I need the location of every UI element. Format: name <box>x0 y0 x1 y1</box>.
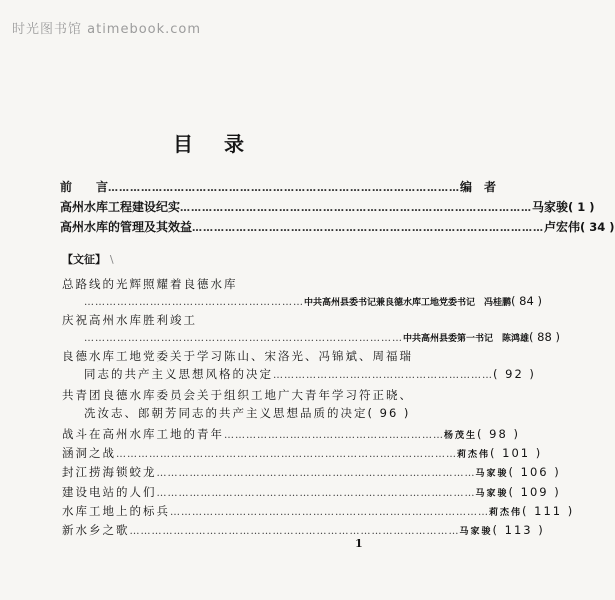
dot-leader: …………………………………………………… <box>273 370 493 381</box>
toc-entry-title[interactable]: 总路线的光辉照耀着良德水库 <box>62 277 238 291</box>
entry-author: 莉杰伟 <box>489 508 523 518</box>
dot-leader: ………………………………………………………………………………… <box>116 449 457 460</box>
page-number: 1 <box>355 537 363 550</box>
toc-entry-title[interactable]: 共青团良德水库委员会关于组织工地广大青年学习符正晓、 <box>62 388 413 402</box>
toc-entry[interactable] <box>62 484 561 502</box>
entry-title: 高州水库工程建设纪实 <box>60 200 181 214</box>
toc-entry-meta <box>84 330 560 347</box>
dot-leader: …………………………………………………… <box>84 297 304 308</box>
dot-leader: ……………………………………………………………………………… <box>129 526 460 537</box>
dot-leader: …………………………………………………………………………………… <box>108 183 461 194</box>
entry-page: ( 84 ) <box>511 294 542 308</box>
entry-page: ( 96 ) <box>367 406 411 420</box>
entry-title-cont: 同志的共产主义思想风格的决定 <box>84 367 273 381</box>
section-heading <box>62 251 114 267</box>
entry-author: 马家骏 <box>475 469 509 479</box>
entry-author: 马家骏 <box>475 489 509 499</box>
entry-author: 莉杰伟 <box>457 450 491 460</box>
entry-title: 战斗在高州水库工地的青年 <box>62 427 224 441</box>
toc-entry[interactable] <box>62 503 575 521</box>
entry-author: 中共高州县委书记兼良德水库工地党委书记 冯桂鹏 <box>304 298 512 308</box>
toc-entry-meta <box>84 366 536 384</box>
entry-title: 建设电站的人们 <box>62 485 157 499</box>
toc-entry-construction[interactable] <box>60 198 595 217</box>
entry-page: ( 109 ) <box>508 485 561 499</box>
toc-entry[interactable] <box>62 522 545 540</box>
entry-title: 封江捞海锁蛟龙 <box>62 465 157 479</box>
entry-title: 水库工地上的标兵 <box>62 504 170 518</box>
entry-page: ( 92 ) <box>493 367 536 381</box>
entry-title-cont: 冼汝志、郎朝芳同志的共产主义思想品质的决定 <box>84 406 368 420</box>
toc-entry[interactable] <box>62 426 520 444</box>
toc-entry-title[interactable]: 良德水库工地党委关于学习陈山、宋洛光、冯锦斌、周福瑞 <box>62 349 413 363</box>
entry-title: 前 言 <box>60 180 109 194</box>
toc-entry-management[interactable] <box>60 218 615 237</box>
entry-page: ( 1 ) <box>568 200 595 214</box>
entry-author: 马家骏 <box>532 200 569 214</box>
entry-page: ( 106 ) <box>508 465 561 479</box>
dot-leader: …………………………………………………………………………………… <box>180 203 533 214</box>
watermark: 时光图书馆 atimebook.com <box>12 22 202 37</box>
entry-page: ( 98 ) <box>477 427 520 441</box>
toc-entry[interactable] <box>62 445 543 463</box>
toc-entry-meta <box>84 294 542 311</box>
entry-author: 编 者 <box>460 180 497 194</box>
dot-leader: …………………………………………………………………………… <box>84 333 403 344</box>
toc-entry-preface[interactable] <box>60 178 497 197</box>
entry-author: 中共高州县委第一书记 陈鸿雄 <box>403 334 530 344</box>
dot-leader: …………………………………………………………………………… <box>156 488 476 499</box>
entry-title: 涵洞之战 <box>62 446 116 460</box>
dot-leader: …………………………………………………………………………………… <box>192 223 545 234</box>
entry-page: ( 113 ) <box>492 523 545 537</box>
dot-leader: …………………………………………………………………………… <box>156 468 476 479</box>
entry-author: 杨茂生 <box>444 431 478 441</box>
entry-page: ( 101 ) <box>490 446 543 460</box>
toc-entry[interactable] <box>62 464 561 482</box>
dot-leader: …………………………………………………… <box>224 430 444 441</box>
toc-entry-title[interactable]: 庆祝高州水库胜利竣工 <box>62 313 197 327</box>
entry-author: 卢宏伟 <box>544 220 581 234</box>
section-label: 【文征】 <box>62 253 106 266</box>
entry-title: 高州水库的管理及其效益 <box>60 220 193 234</box>
entry-page: ( 34 ) <box>580 220 615 234</box>
entry-page: ( 111 ) <box>522 504 575 518</box>
dot-leader: …………………………………………………………………………… <box>170 507 489 518</box>
toc-entry-meta <box>84 405 411 423</box>
entry-title: 新水乡之歌 <box>62 523 130 537</box>
page-title: 目 录 <box>173 132 256 156</box>
entry-page: ( 88 ) <box>529 330 560 344</box>
entry-author: 马家骏 <box>459 527 493 537</box>
section-mark: \ <box>109 253 114 266</box>
